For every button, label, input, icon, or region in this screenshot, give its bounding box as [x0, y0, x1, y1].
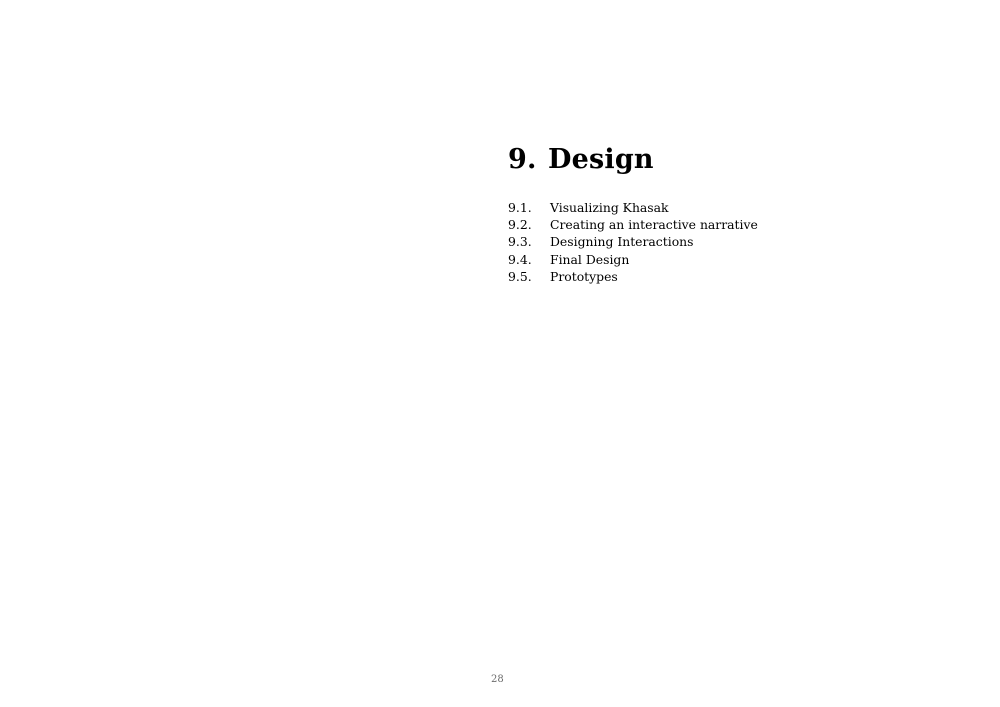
- page-number: 28: [491, 674, 504, 685]
- list-item: [508, 216, 928, 233]
- list-item-number: 9.5.: [508, 268, 532, 284]
- list-item-label: Final Design: [550, 251, 630, 267]
- list-item: [508, 251, 928, 268]
- list-item: [508, 233, 928, 250]
- list-item-label: Creating an interactive narrative: [550, 217, 758, 233]
- page-title: [508, 144, 654, 175]
- list-item: [508, 199, 928, 216]
- list-item-label: Prototypes: [550, 268, 618, 284]
- chapter-number: 9.: [508, 144, 537, 176]
- list-item-number: 9.3.: [508, 234, 532, 250]
- list-item-label: Designing Interactions: [550, 234, 694, 250]
- list-item-number: 9.2.: [508, 217, 532, 233]
- list-item-label: Visualizing Khasak: [550, 200, 669, 215]
- list-item-number: 9.4.: [508, 251, 532, 267]
- chapter-title: Design: [548, 144, 654, 176]
- chapter-contents-list: [508, 199, 928, 285]
- list-item: [508, 268, 928, 285]
- list-item-number: 9.1.: [508, 200, 532, 215]
